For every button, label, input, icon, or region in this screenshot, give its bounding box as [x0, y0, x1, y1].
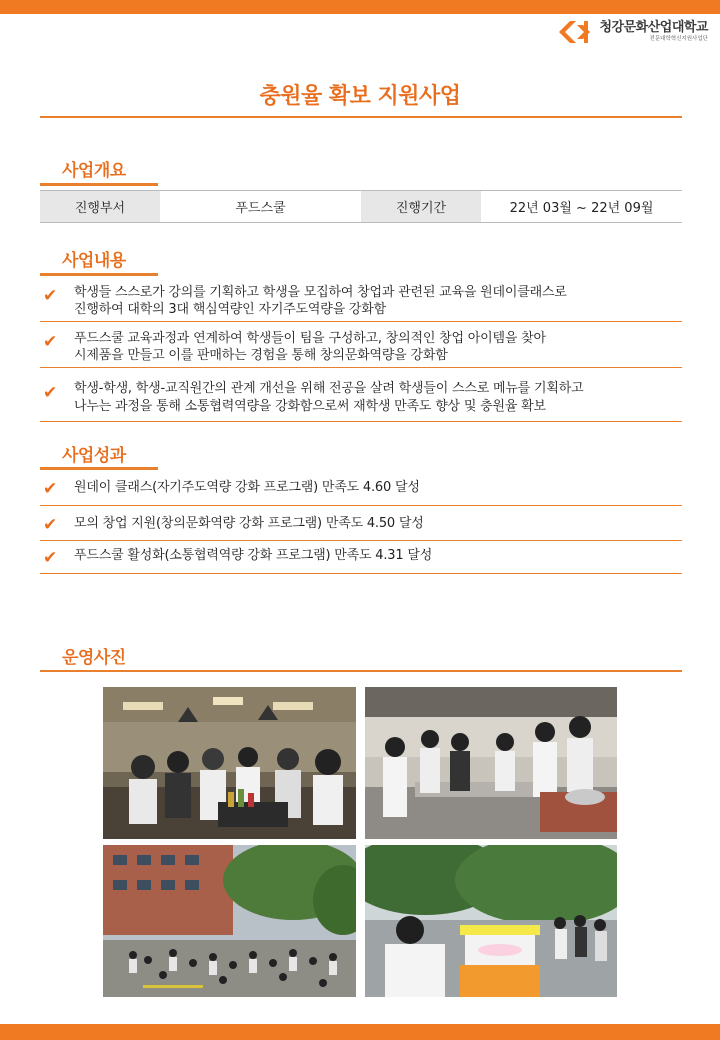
- logo-name: 청강문화산업대학교: [599, 19, 708, 35]
- content-item-line1: 푸드스쿨 교육과정과 연계하여 학생들이 팀을 구성하고, 창의적인 창업 아이템을 찾아: [74, 331, 546, 346]
- result-item: [40, 541, 682, 574]
- school-logo: [556, 18, 708, 46]
- content-item: [40, 280, 682, 322]
- ck-logo-icon: [556, 18, 596, 46]
- content-item: [40, 326, 682, 368]
- outdoor-booth-photo: [365, 845, 617, 997]
- dept-label: 진행부서: [40, 191, 160, 222]
- content-item-line1: 학생들 스스로가 강의를 기획하고 학생을 모집하여 창업과 관련된 교육을 원데이클래스로: [74, 285, 567, 300]
- title-divider: [40, 116, 682, 118]
- cooking-class-photo: [103, 687, 356, 839]
- check-mark-icon: ✔: [43, 548, 58, 568]
- check-mark-icon: ✔: [43, 515, 58, 535]
- bottom-accent-bar: [0, 1024, 720, 1040]
- content-item-line2: 시제품을 만들고 이를 판매하는 경험을 통해 창의문화역량을 강화함: [74, 348, 448, 363]
- check-mark-icon: ✔: [43, 479, 58, 499]
- campus-event-photo: [103, 845, 356, 997]
- result-item: [40, 508, 682, 541]
- check-mark-icon: ✔: [43, 286, 58, 306]
- results-heading: 사업성과: [62, 446, 126, 466]
- top-accent-bar: [0, 0, 720, 14]
- check-mark-icon: ✔: [43, 332, 58, 352]
- dept-value: 푸드스쿨: [235, 201, 286, 216]
- photos-heading: 운영사진: [62, 648, 126, 668]
- content-heading: 사업내용: [62, 251, 126, 271]
- period-value: 22년 03월 ~ 22년 09월: [509, 201, 654, 216]
- overview-table: [40, 190, 682, 223]
- results-heading-underline: [40, 467, 158, 470]
- result-item-text: 푸드스쿨 활성화(소통협력역량 강화 프로그램) 만족도 4.31 달성: [74, 548, 433, 563]
- content-heading-underline: [40, 273, 158, 276]
- result-item: [40, 472, 682, 506]
- check-mark-icon: ✔: [43, 383, 58, 403]
- kitchen-practice-photo: [365, 687, 617, 839]
- photos-heading-underline: [40, 670, 682, 672]
- content-item-line1: 학생-학생, 학생-교직원간의 관계 개선을 위해 전공을 살려 학생들이 스스로 메뉴를 기획하고: [74, 381, 584, 396]
- page-title: 충원율 확보 지원사업: [259, 84, 461, 109]
- content-item: [40, 374, 682, 422]
- result-item-text: 원데이 클래스(자기주도역량 강화 프로그램) 만족도 4.60 달성: [74, 480, 420, 495]
- overview-heading-underline: [40, 183, 158, 186]
- logo-subtitle: 전문대학혁신지원사업단: [649, 35, 708, 42]
- content-item-line2: 진행하여 대학의 3대 핵심역량인 자기주도역량을 강화함: [74, 302, 386, 317]
- period-label: 진행기간: [361, 191, 481, 222]
- result-item-text: 모의 창업 지원(창의문화역량 강화 프로그램) 만족도 4.50 달성: [74, 516, 424, 531]
- overview-heading: 사업개요: [62, 161, 126, 181]
- content-item-line2: 나누는 과정을 통해 소통협력역량을 강화함으로써 재학생 만족도 향상 및 충원율 확보: [74, 399, 546, 414]
